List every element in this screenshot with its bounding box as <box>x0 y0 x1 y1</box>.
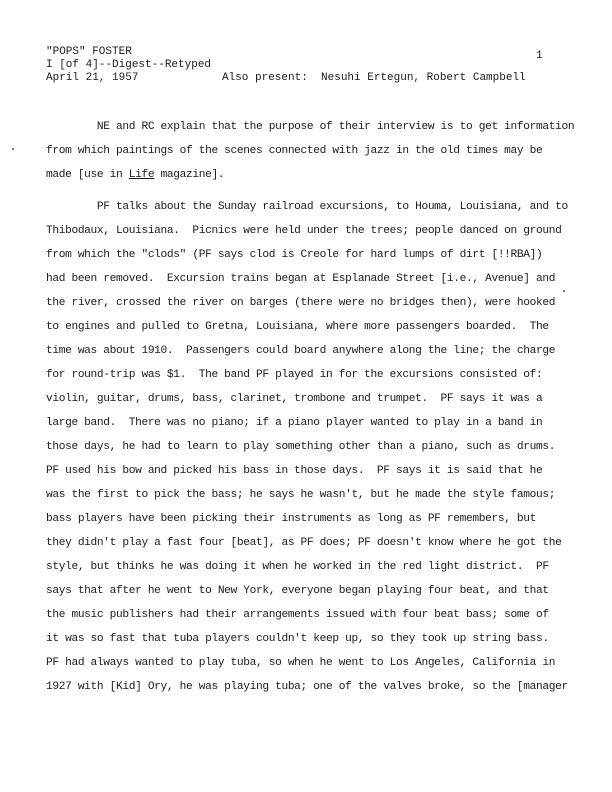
transcript-line: was the first to pick the bass; he says he wasn't, but he made the style famous; <box>46 489 556 501</box>
transcript-line: from which the "clods" (PF says clod is Creole for hard lumps of dirt [!!RBA]) <box>46 249 543 261</box>
scan-speck <box>12 148 14 150</box>
also-present: Also present: Nesuhi Ertegun, Robert Campbell <box>222 72 526 84</box>
transcript-line: large band. There was no piano; if a piano player wanted to play in a band in <box>46 417 543 429</box>
transcript-line: the river, crossed the river on barges (there were no bridges then), were hooked <box>46 297 556 309</box>
transcript-line: those days, he had to learn to play something other than a piano, such as drums. <box>46 441 556 453</box>
transcript-line <box>46 168 224 182</box>
transcript-line: it was so fast that tuba players couldn't keep up, so they took up string bass. <box>46 633 549 645</box>
transcript-line: 1927 with [Kid] Ory, he was playing tuba; one of the valves broke, so the [manager <box>46 681 568 693</box>
transcript-line: style, but thinks he was doing it when he worked in the red light district. PF <box>46 561 549 573</box>
transcript-line: for round-trip was $1. The band PF played in for the excursions consisted of: <box>46 369 543 381</box>
underlined-title: Life <box>128 169 155 181</box>
transcript-line: says that after he went to New York, everyone began playing four beat, and that <box>46 585 549 597</box>
transcript-line: to engines and pulled to Gretna, Louisiana, where more passengers boarded. The <box>46 321 549 333</box>
transcript-line: bass players have been picking their instruments as long as PF remembers, but <box>46 513 536 525</box>
transcript-line: the music publishers had their arrangements issued with four beat bass; some of <box>46 609 549 621</box>
transcript-line: PF talks about the Sunday railroad excursions, to Houma, Louisiana, and to <box>46 201 568 213</box>
interview-date: April 21, 1957 <box>46 72 139 84</box>
line-text: magazine]. <box>154 169 225 181</box>
transcript-line: NE and RC explain that the purpose of their interview is to get information <box>46 121 575 133</box>
transcript-line: violin, guitar, drums, bass, clarinet, trombone and trumpet. PF says it was a <box>46 393 543 405</box>
transcript-line: from which paintings of the scenes connected with jazz in the old times may be <box>46 145 543 157</box>
transcript-line: had been removed. Excursion trains began at Esplanade Street [i.e., Avenue] and <box>46 273 556 285</box>
reel-info: I [of 4]--Digest--Retyped <box>46 59 212 71</box>
transcript-line: they didn't play a fast four [beat], as PF does; PF doesn't know where he got the <box>46 537 562 549</box>
page-number: 1 <box>536 50 543 62</box>
transcript-line: time was about 1910. Passengers could board anywhere along the line; the charge <box>46 345 556 357</box>
scan-speck <box>563 290 565 292</box>
line-text: made [use in <box>46 169 129 181</box>
transcript-line: Thibodaux, Louisiana. Picnics were held under the trees; people danced on ground <box>46 225 562 237</box>
interviewee-name: "POPS" FOSTER <box>46 46 132 58</box>
transcript-line: PF had always wanted to play tuba, so when he went to Los Angeles, California in <box>46 657 556 669</box>
transcript-line: PF used his bow and picked his bass in those days. PF says it is said that he <box>46 465 543 477</box>
